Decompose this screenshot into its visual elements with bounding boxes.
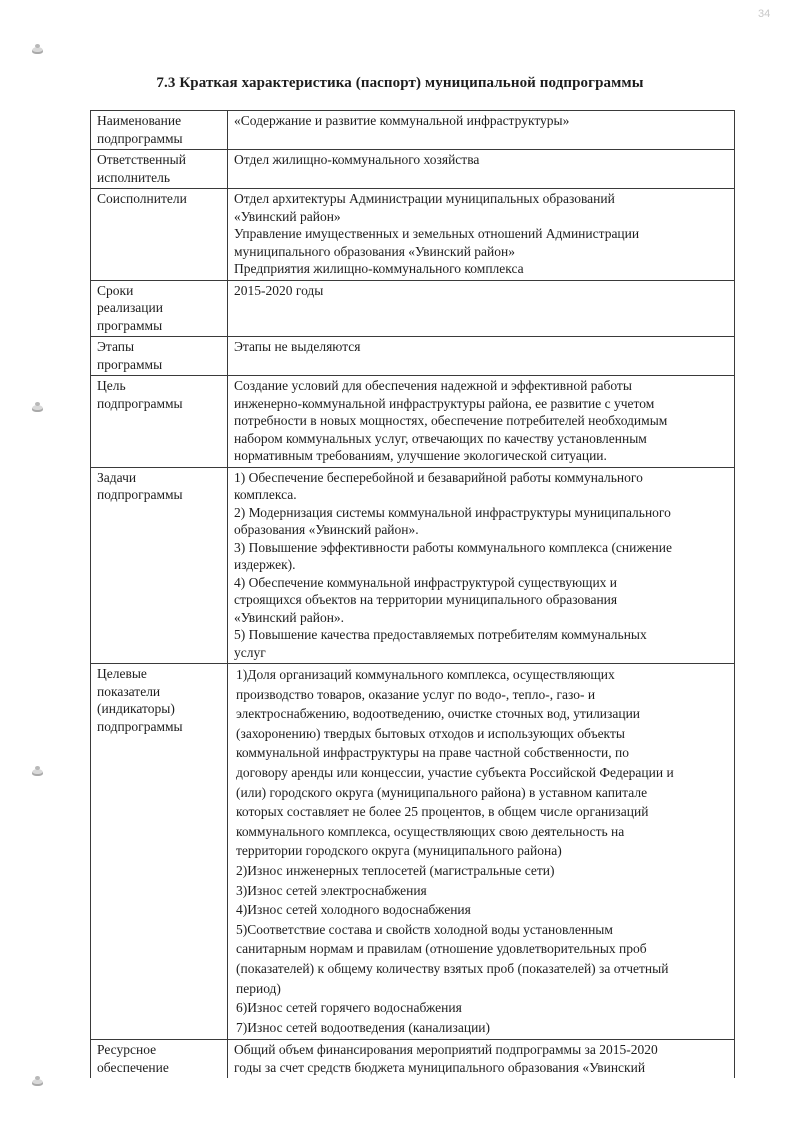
- row-value-line: Отдел жилищно-коммунального хозяйства: [234, 152, 480, 167]
- row-label-line: Задачи: [97, 469, 137, 485]
- row-label-line: подпрограммы: [97, 395, 183, 411]
- row-value: [228, 337, 735, 376]
- row-label-line: Цель: [97, 378, 126, 393]
- row-value-line: 2015-2020 годы: [234, 282, 324, 298]
- row-value: [228, 376, 735, 468]
- punch-hole-mark: [32, 1076, 44, 1087]
- row-label: [91, 150, 228, 189]
- row-label-line: Ресурсное: [97, 1042, 157, 1058]
- row-value-line: годы за счет средств бюджета муниципального образования «Увинский: [234, 1059, 646, 1075]
- row-label-line: Сроки: [97, 282, 134, 298]
- row-value-line: 2)Износ инженерных теплосетей (магистральные сети): [236, 862, 555, 878]
- row-value-line: 1)Доля организаций коммунального комплекса, осуществляющих: [236, 667, 615, 682]
- row-label-line: (индикаторы): [97, 701, 175, 716]
- row-label: [91, 111, 228, 150]
- row-value-line: 1) Обеспечение бесперебойной и безаварийной работы коммунального: [234, 469, 643, 485]
- row-value-line: договору аренды или концессии, участие субъекта Российской Федерации и: [236, 764, 674, 780]
- row-label: [91, 280, 228, 337]
- row-value-line: комплекса.: [234, 487, 297, 502]
- row-label-line: подпрограммы: [97, 718, 183, 734]
- row-value-line: 3)Износ сетей электроснабжения: [236, 882, 427, 898]
- row-label: [91, 376, 228, 468]
- row-value-line: территории городского округа (муниципального района): [236, 843, 562, 859]
- row-value-line: «Содержание и развитие коммунальной инфраструктуры»: [234, 113, 570, 128]
- row-value-line: 3) Повышение эффективности работы коммунального комплекса (снижение: [234, 539, 672, 555]
- row-label-line: реализации: [97, 300, 163, 315]
- row-label-line: исполнитель: [97, 169, 170, 185]
- row-value-line: Отдел архитектуры Администрации муниципальных образований: [234, 191, 615, 206]
- row-value-line: нормативным требованиям, улучшение экологической ситуации.: [234, 448, 607, 463]
- row-value-line: 4) Обеспечение коммунальной инфраструктурой существующих и: [234, 574, 618, 590]
- row-value-line: Создание условий для обеспечения надежной и эффективной работы: [234, 378, 632, 393]
- row-value-line: 4)Износ сетей холодного водоснабжения: [236, 902, 471, 918]
- passport-row-indicators: [91, 664, 735, 1040]
- row-value: [228, 189, 735, 281]
- page-number: 34: [758, 8, 771, 20]
- row-label: [91, 467, 228, 664]
- row-value-line: услуг: [234, 644, 266, 660]
- row-value: [228, 1040, 735, 1079]
- row-value-line: строящихся объектов на территории муниципального образования: [234, 592, 618, 607]
- row-label-line: Соисполнители: [97, 191, 187, 206]
- section-title: 7.3 Краткая характеристика (паспорт) муниципальной подпрограммы: [156, 75, 644, 91]
- row-value-line: «Увинский район»: [234, 208, 341, 224]
- row-label-line: Этапы: [97, 339, 135, 354]
- row-value-line: Этапы не выделяются: [234, 339, 361, 354]
- row-label-line: Ответственный: [97, 152, 186, 167]
- row-label-line: подпрограммы: [97, 130, 183, 146]
- passport-row-stages: [91, 337, 735, 376]
- row-value: [228, 111, 735, 150]
- row-label: [91, 337, 228, 376]
- row-value-line: Предприятия жилищно-коммунального комплекса: [234, 261, 524, 276]
- row-value-line: которых составляет не более 25 процентов, в общем числе организаций: [236, 804, 649, 820]
- passport-row-coexecutors: [91, 189, 735, 281]
- punch-hole-mark: [32, 402, 44, 413]
- row-value-line: потребности в новых мощностях, обеспечение потребителей необходимым: [234, 413, 668, 428]
- passport-row-tasks: [91, 467, 735, 664]
- row-label-line: Наименование: [97, 113, 182, 128]
- row-value-line: санитарным нормам и правилам (отношение удовлетворительных проб: [236, 941, 647, 957]
- row-value-line: Управление имущественных и земельных отношений Администрации: [234, 226, 640, 241]
- passport-table: [90, 110, 735, 1078]
- row-value-line: Общий объем финансирования мероприятий подпрограммы за 2015-2020: [234, 1042, 658, 1058]
- row-value-line: 2) Модернизация системы коммунальной инфраструктуры муниципального: [234, 504, 671, 520]
- row-value: [228, 467, 735, 664]
- row-value-line: «Увинский район».: [234, 609, 345, 625]
- passport-row-timeline: [91, 280, 735, 337]
- row-value: [228, 664, 735, 1040]
- row-value-line: производство товаров, оказание услуг по водо-, тепло-, газо- и: [236, 686, 596, 702]
- row-label-line: программы: [97, 356, 163, 372]
- row-value-line: (или) городского округа (муниципального района) в уставном капитале: [236, 784, 648, 800]
- passport-row-goal: [91, 376, 735, 468]
- row-value-line: издержек).: [234, 557, 296, 572]
- row-label-line: обеспечение: [97, 1059, 169, 1075]
- row-value-line: 6)Износ сетей горячего водоснабжения: [236, 1000, 462, 1016]
- row-label-line: Целевые: [97, 666, 147, 681]
- row-value-line: инженерно-коммунальной инфраструктуры района, ее развитие с учетом: [234, 395, 655, 411]
- row-value-line: коммунального комплекса, осуществляющих свою деятельность на: [236, 823, 625, 839]
- row-label-line: подпрограммы: [97, 487, 183, 502]
- row-value-line: коммунальной инфраструктуры на праве частной собственности, по: [236, 745, 630, 761]
- row-label: [91, 189, 228, 281]
- row-value: [228, 150, 735, 189]
- passport-row-responsible: [91, 150, 735, 189]
- row-value: [228, 280, 735, 337]
- row-value-line: электроснабжению, водоотведению, очистке сточных вод, утилизации: [236, 706, 641, 722]
- row-label: [91, 1040, 228, 1079]
- row-value-line: набором коммунальных услуг, отвечающих по качеству установленным: [234, 430, 647, 446]
- punch-hole-mark: [32, 766, 44, 777]
- row-label: [91, 664, 228, 1040]
- punch-hole-mark: [32, 44, 44, 55]
- row-value-line: (показателей) к общему количеству взятых проб (показателей) за отчетный: [236, 960, 669, 976]
- passport-row-name: [91, 111, 735, 150]
- row-value-line: (захоронению) твердых бытовых отходов и использующих объекты: [236, 725, 625, 741]
- passport-row-resources: [91, 1040, 735, 1079]
- row-value-line: образования «Увинский район».: [234, 522, 419, 537]
- row-value-line: 5) Повышение качества предоставляемых потребителям коммунальных: [234, 627, 647, 642]
- row-value-line: 5)Соответствие состава и свойств холодной воды установленным: [236, 921, 613, 937]
- row-value-line: муниципального образования «Увинский район»: [234, 243, 515, 259]
- row-value-line: 7)Износ сетей водоотведения (канализации): [236, 1019, 491, 1035]
- row-label-line: программы: [97, 317, 163, 333]
- row-label-line: показатели: [97, 683, 161, 699]
- row-value-line: период): [236, 980, 281, 996]
